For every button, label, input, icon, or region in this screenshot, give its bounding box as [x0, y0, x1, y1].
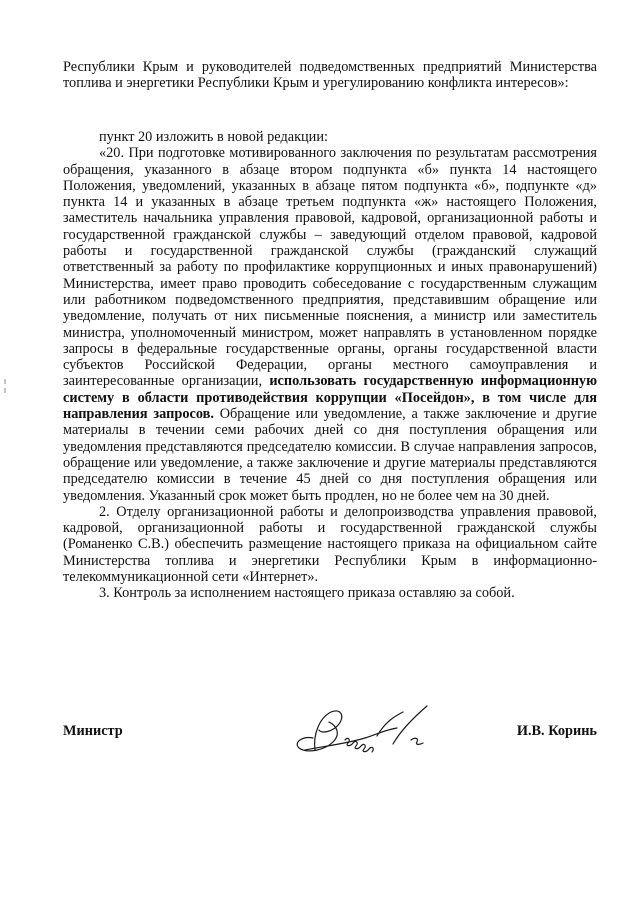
margin-mark [2, 378, 8, 394]
intro-paragraph [63, 59, 597, 92]
paragraph-item-2: 2. Отделу организационной работы и делопроизводства управления правовой, кадровой, организационной работы и государственной гражданской службы (Романенко С.В.) обеспечить размещение настоящего приказа на официальном сайте Министерства топлива и энергетики Республики Крым в информационно-телекоммуникационной сети «Интернет». [63, 503, 597, 586]
paragraph-item-3: 3. Контроль за исполнением настоящего приказа оставляю за собой. [99, 585, 515, 602]
handwritten-signature [285, 700, 445, 770]
paragraph-instruction: пункт 20 изложить в новой редакции: [99, 129, 328, 145]
body-section [63, 129, 597, 602]
signatory-title: Министр [63, 723, 123, 739]
paragraph-20-bold-text: использовать государственную информационную систему в области противодействия коррупции «Посейдон», в том числе для направления запросов. [63, 373, 598, 423]
paragraph-20-text-b: Обращение или уведомление, а также заключение и другие материалы в течении семи рабочих дней со дня поступления обращения или уведомления представляются председателю комиссии. В случае направления запросов, обращение или уведомление, а также заключение и другие материалы представляются председателю комиссии в течение 45 дней со дня поступления обращения или уведомления. Указанный срок может быть продлен, но не более чем на 30 дней. [63, 406, 597, 504]
intro-text: Республики Крым и руководителей подведомственных предприятий Министерства топлива и энергетики Республики Крым и урегулированию конфликта интересов»: [63, 59, 597, 92]
paragraph-20 [63, 145, 597, 504]
paragraph-20-text-a: «20. При подготовке мотивированного заключения по результатам рассмотрения обращения, указанного в абзаце втором подпункта «б» пункта 14 настоящего Положения, уведомлений, указанных в абзаце пятом подпункта «б», подпункте «д» пункта 14 и указанных в абзаце третьем подпункта «ж» настоящего Положения, заместитель начальника управления правовой, кадровой, организационной работы и государственной гражданской службы – заведующий отделом правовой, кадровой работы и государственной гражданской службы (гражданский служащий ответственный за работу по профилактике коррупционных и иных правонарушений) Министерства, имеет право проводить собеседование с государственным служащим или работником подведомственного предприятия, представившим обращение или уведомление, получать от них письменные пояснения, а министр или заместитель министра, уполномоченный министром, может направлять в установленном порядке запросы в федеральные государственные органы, органы государственной власти субъектов Российской Федерации, органы местного самоуправления и заинтересованные организации, [63, 145, 597, 390]
signatory-name: И.В. Коринь [516, 723, 597, 739]
